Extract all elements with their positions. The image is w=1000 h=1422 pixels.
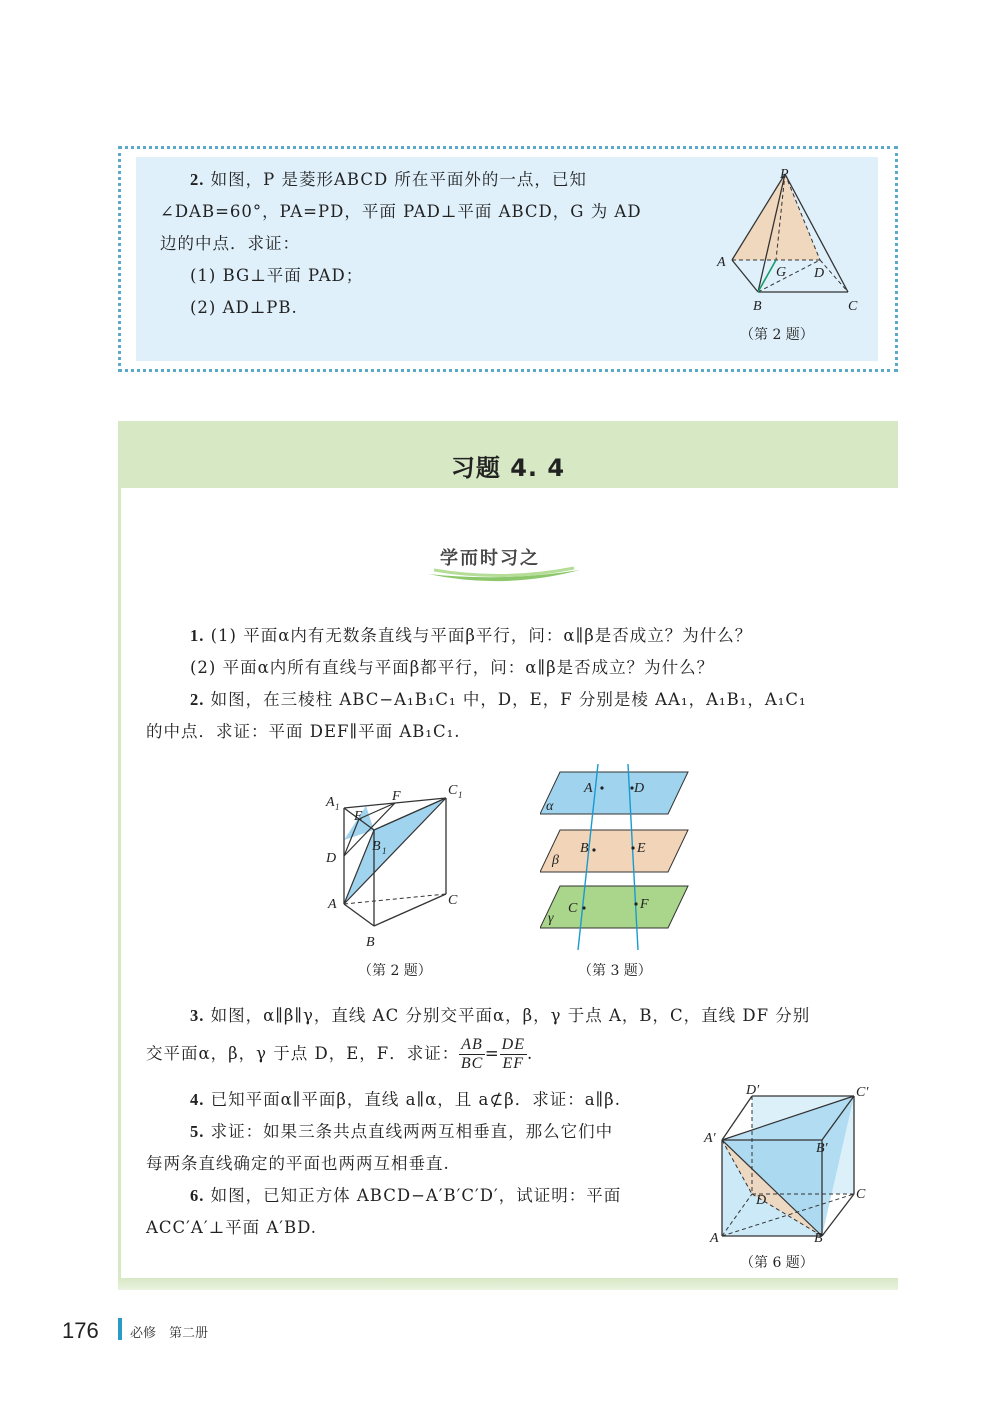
label-C: C [856, 1187, 866, 1202]
label-F: F [392, 789, 401, 804]
label-A: A [710, 1231, 719, 1246]
label-B: B [366, 935, 375, 950]
pyramid-figure [700, 160, 880, 320]
label-E: E [354, 809, 363, 824]
equals-sign: = [484, 1044, 500, 1063]
practice-line-4: (1) BG⊥平面 PAD； [190, 266, 364, 285]
exercise-1-number: 1. [190, 626, 205, 645]
label-D: D [814, 266, 825, 281]
label-D: D [756, 1193, 767, 1208]
exercise-5-number: 5. [190, 1122, 205, 1141]
planes-figure [540, 764, 700, 954]
svg-text:1: 1 [335, 802, 340, 812]
cube-figure [700, 1082, 880, 1252]
section-left-border [118, 421, 121, 1281]
label-A: A [328, 897, 337, 912]
fig6-caption: （第 6 题） [740, 1255, 814, 1271]
exercise-5-line-2: 每两条直线确定的平面也两两互相垂直. [146, 1154, 450, 1173]
exercise-1-line-1 [190, 620, 752, 652]
fig2-caption: （第 2 题） [358, 963, 432, 979]
plane-beta [540, 830, 688, 872]
label-D: D [326, 851, 337, 866]
exercise-6-text-1: 如图，已知正方体 ABCD−A′B′C′D′，试证明：平面 [210, 1186, 622, 1205]
exercise-3-text-1: 如图，α∥β∥γ，直线 AC 分别交平面α，β，γ 于点 A，B，C，直线 DF 分别 [210, 1006, 811, 1025]
book-title: 必修 第二册 [130, 1326, 209, 1341]
exercise-4-text-1: 已知平面α∥平面β，直线 a∥α，且 a⊄β．求证：a∥β. [210, 1090, 621, 1109]
label-B: B [814, 1231, 823, 1246]
exercise-2-number: 2. [190, 690, 205, 709]
page-number: 176 [62, 1318, 99, 1343]
label-beta: β [552, 853, 559, 868]
label-Dp: D′ [746, 1083, 760, 1098]
label-Cp: C′ [856, 1085, 869, 1100]
label-A: A [584, 781, 593, 796]
exercise-4-number: 4. [190, 1090, 205, 1109]
practice-line-5: (2) AD⊥PB. [190, 298, 298, 317]
exercise-6-number: 6. [190, 1186, 205, 1205]
label-A1: A [326, 795, 335, 810]
label-C: C [568, 901, 578, 916]
label-E: E [637, 841, 646, 856]
svg-text:1: 1 [382, 846, 387, 856]
label-B: B [580, 841, 589, 856]
prism-figure [320, 778, 480, 953]
exercise-4-line-1 [190, 1084, 621, 1116]
exercise-3-line-1 [190, 1000, 810, 1032]
exercise-1-line-2: (2) 平面α内所有直线与平面β都平行，问：α∥β是否成立？为什么？ [190, 658, 715, 677]
exercise-5-line-1 [190, 1116, 613, 1148]
plane-alpha [540, 772, 688, 814]
exercise-2-line-1 [190, 684, 807, 716]
exercise-5-text-1: 求证：如果三条共点直线两两互相垂直，那么它们中 [210, 1122, 614, 1141]
fraction-ab-bc: $\frac{AB}{BC}$ [460, 1036, 484, 1072]
practice-line-3: 边的中点．求证： [160, 234, 300, 253]
label-B: B [753, 299, 762, 314]
exercise-3-text-2: 交平面α，β，γ 于点 D，E，F．求证： [146, 1044, 460, 1063]
practice-number: 2. [190, 170, 205, 189]
exercise-6-line-2: ACC′A′⊥平面 A′BD. [146, 1218, 318, 1237]
practice-line-2: ∠DAB=60°，PA=PD，平面 PAD⊥平面 ABCD，G 为 AD [160, 202, 642, 221]
section-title: 习题 4. 4 [450, 454, 566, 482]
label-P: P [780, 167, 789, 182]
exercise-6-line-1 [190, 1180, 621, 1212]
exercise-3-number: 3. [190, 1006, 205, 1025]
label-Bp: B′ [816, 1141, 828, 1156]
label-F: F [640, 897, 649, 912]
practice-figure-caption: （第 2 题） [740, 327, 814, 343]
svg-text:1: 1 [458, 790, 463, 800]
label-alpha: α [546, 799, 554, 814]
exercise-2-line-2: 的中点．求证：平面 DEF∥平面 AB₁C₁. [146, 722, 461, 741]
label-C: C [448, 893, 458, 908]
label-D: D [634, 781, 645, 796]
exercise-2-text-1: 如图，在三棱柱 ABC−A₁B₁C₁ 中，D，E，F 分别是棱 AA₁，A₁B₁，A₁C₁ [210, 690, 807, 709]
plane-gamma [540, 886, 688, 928]
fig3-caption: （第 3 题） [578, 963, 652, 979]
plane-pad [732, 174, 820, 260]
fraction-de-ef: $\frac{DE}{EF}$ [501, 1036, 525, 1072]
label-C: C [848, 299, 858, 314]
label-A: A [717, 255, 726, 270]
exercise-1-text-1: (1) 平面α内有无数条直线与平面β平行，问：α∥β是否成立？为什么？ [210, 626, 753, 645]
practice-line-1 [190, 164, 587, 196]
exercise-3-line-2: 交平面α，β，γ 于点 D，E，F．求证： $\frac{AB}{BC}$ = $\frac{DE}{EF}$ . [146, 1036, 534, 1072]
label-G: G [776, 265, 787, 280]
label-C1: C [448, 783, 458, 798]
label-B1: B [372, 839, 381, 854]
subheading: 学而时习之 [440, 548, 540, 569]
footer-accent-bar [118, 1318, 122, 1340]
section-bottom-bar [118, 1278, 898, 1290]
practice-text-1: 如图，P 是菱形ABCD 所在平面外的一点，已知 [210, 170, 587, 189]
label-Ap: A′ [704, 1131, 716, 1146]
label-gamma: γ [548, 911, 554, 926]
